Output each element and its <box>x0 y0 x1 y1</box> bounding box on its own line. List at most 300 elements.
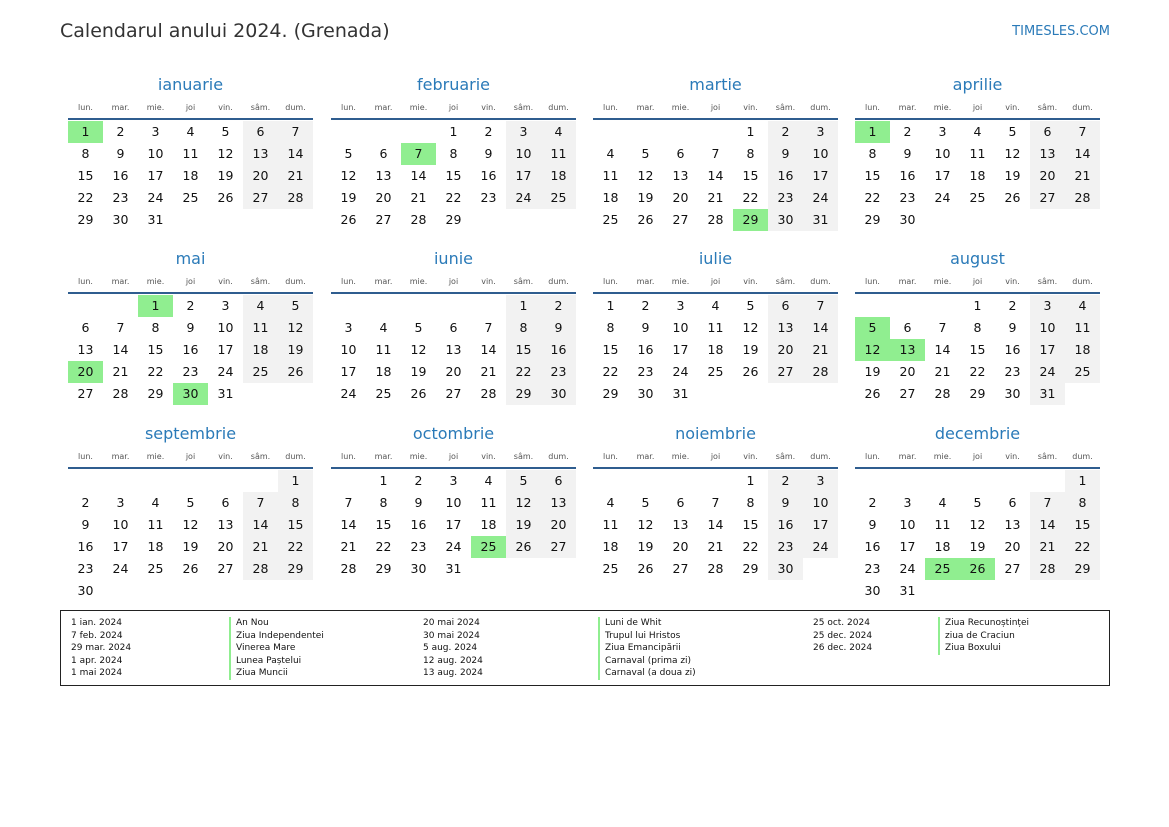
day-cell[interactable]: 20 <box>672 539 689 554</box>
day-cell[interactable]: 17 <box>112 539 129 554</box>
day-cell[interactable]: 16 <box>1004 342 1021 357</box>
day-cell[interactable]: 16 <box>541 339 576 361</box>
day-cell[interactable]: 31 <box>445 561 462 576</box>
day-cell[interactable]: 6 <box>449 320 458 335</box>
day-cell[interactable]: 19 <box>217 168 234 183</box>
day-cell[interactable]: 12 <box>217 146 234 161</box>
day-cell[interactable]: 13 <box>672 517 689 532</box>
day-cell[interactable]: 26 <box>960 558 995 580</box>
day-cell[interactable]: 1 <box>449 124 458 139</box>
day-cell[interactable]: 21 <box>1065 165 1100 187</box>
day-cell[interactable]: 8 <box>81 146 90 161</box>
day-cell[interactable]: 31 <box>899 583 916 598</box>
day-cell[interactable]: 7 <box>484 320 493 335</box>
day-cell[interactable]: 27 <box>899 386 916 401</box>
day-cell[interactable]: 30 <box>637 386 654 401</box>
day-cell[interactable]: 27 <box>375 212 392 227</box>
day-cell[interactable]: 1 <box>506 295 541 317</box>
day-cell[interactable]: 23 <box>77 561 94 576</box>
day-cell[interactable]: 24 <box>934 190 951 205</box>
day-cell[interactable]: 21 <box>934 364 951 379</box>
day-cell[interactable]: 28 <box>112 386 129 401</box>
day-cell[interactable]: 10 <box>803 492 838 514</box>
day-cell[interactable]: 7 <box>1065 121 1100 143</box>
day-cell[interactable]: 28 <box>243 558 278 580</box>
day-cell[interactable]: 14 <box>340 517 357 532</box>
day-cell[interactable]: 1 <box>138 295 173 317</box>
day-cell[interactable]: 4 <box>973 124 982 139</box>
day-cell[interactable]: 23 <box>541 361 576 383</box>
day-cell[interactable]: 22 <box>506 361 541 383</box>
day-cell[interactable]: 7 <box>243 492 278 514</box>
day-cell[interactable]: 26 <box>637 212 654 227</box>
day-cell[interactable]: 16 <box>899 168 916 183</box>
day-cell[interactable]: 5 <box>344 146 353 161</box>
day-cell[interactable]: 12 <box>506 492 541 514</box>
day-cell[interactable]: 8 <box>606 320 615 335</box>
day-cell[interactable]: 17 <box>934 168 951 183</box>
day-cell[interactable]: 4 <box>151 495 160 510</box>
day-cell[interactable]: 4 <box>606 146 615 161</box>
day-cell[interactable]: 29 <box>969 386 986 401</box>
day-cell[interactable]: 13 <box>890 339 925 361</box>
day-cell[interactable]: 22 <box>278 536 313 558</box>
day-cell[interactable]: 11 <box>541 143 576 165</box>
day-cell[interactable]: 1 <box>278 470 313 492</box>
day-cell[interactable]: 16 <box>77 539 94 554</box>
day-cell[interactable]: 14 <box>243 514 278 536</box>
day-cell[interactable]: 18 <box>541 165 576 187</box>
day-cell[interactable]: 31 <box>672 386 689 401</box>
day-cell[interactable]: 26 <box>182 561 199 576</box>
day-cell[interactable]: 23 <box>480 190 497 205</box>
day-cell[interactable]: 16 <box>480 168 497 183</box>
day-cell[interactable]: 12 <box>278 317 313 339</box>
day-cell[interactable]: 19 <box>506 514 541 536</box>
day-cell[interactable]: 8 <box>151 320 160 335</box>
day-cell[interactable]: 2 <box>186 298 195 313</box>
day-cell[interactable]: 25 <box>969 190 986 205</box>
day-cell[interactable]: 8 <box>506 317 541 339</box>
day-cell[interactable]: 2 <box>768 470 803 492</box>
day-cell[interactable]: 2 <box>116 124 125 139</box>
day-cell[interactable]: 27 <box>672 212 689 227</box>
day-cell[interactable]: 7 <box>278 121 313 143</box>
day-cell[interactable]: 23 <box>768 536 803 558</box>
day-cell[interactable]: 11 <box>480 495 497 510</box>
day-cell[interactable]: 19 <box>864 364 881 379</box>
day-cell[interactable]: 13 <box>375 168 392 183</box>
day-cell[interactable]: 21 <box>1030 536 1065 558</box>
day-cell[interactable]: 1 <box>746 124 755 139</box>
day-cell[interactable]: 5 <box>186 495 195 510</box>
day-cell[interactable]: 29 <box>147 386 164 401</box>
day-cell[interactable]: 1 <box>855 121 890 143</box>
day-cell[interactable]: 6 <box>1008 495 1017 510</box>
day-cell[interactable]: 21 <box>278 165 313 187</box>
day-cell[interactable]: 2 <box>641 298 650 313</box>
day-cell[interactable]: 19 <box>410 364 427 379</box>
day-cell[interactable]: 5 <box>973 495 982 510</box>
day-cell[interactable]: 31 <box>803 209 838 231</box>
day-cell[interactable]: 19 <box>969 539 986 554</box>
day-cell[interactable]: 19 <box>182 539 199 554</box>
day-cell[interactable]: 5 <box>278 295 313 317</box>
day-cell[interactable]: 7 <box>711 495 720 510</box>
day-cell[interactable]: 13 <box>541 492 576 514</box>
day-cell[interactable]: 25 <box>707 364 724 379</box>
day-cell[interactable]: 16 <box>637 342 654 357</box>
day-cell[interactable]: 4 <box>186 124 195 139</box>
day-cell[interactable]: 31 <box>217 386 234 401</box>
day-cell[interactable]: 10 <box>506 143 541 165</box>
day-cell[interactable]: 17 <box>506 165 541 187</box>
day-cell[interactable]: 18 <box>969 168 986 183</box>
day-cell[interactable]: 15 <box>1065 514 1100 536</box>
day-cell[interactable]: 30 <box>112 212 129 227</box>
day-cell[interactable]: 10 <box>672 320 689 335</box>
day-cell[interactable]: 9 <box>903 146 912 161</box>
day-cell[interactable]: 21 <box>340 539 357 554</box>
day-cell[interactable]: 26 <box>340 212 357 227</box>
day-cell[interactable]: 18 <box>707 342 724 357</box>
day-cell[interactable]: 17 <box>147 168 164 183</box>
day-cell[interactable]: 28 <box>803 361 838 383</box>
day-cell[interactable]: 29 <box>1065 558 1100 580</box>
day-cell[interactable]: 9 <box>1008 320 1017 335</box>
day-cell[interactable]: 8 <box>868 146 877 161</box>
day-cell[interactable]: 25 <box>1065 361 1100 383</box>
day-cell[interactable]: 29 <box>864 212 881 227</box>
day-cell[interactable]: 18 <box>375 364 392 379</box>
day-cell[interactable]: 24 <box>1030 361 1065 383</box>
day-cell[interactable]: 15 <box>506 339 541 361</box>
day-cell[interactable]: 28 <box>707 212 724 227</box>
day-cell[interactable]: 18 <box>934 539 951 554</box>
day-cell[interactable]: 5 <box>746 298 755 313</box>
day-cell[interactable]: 28 <box>480 386 497 401</box>
day-cell[interactable]: 6 <box>903 320 912 335</box>
day-cell[interactable]: 18 <box>1065 339 1100 361</box>
day-cell[interactable]: 7 <box>344 495 353 510</box>
day-cell[interactable]: 29 <box>506 383 541 405</box>
day-cell[interactable]: 26 <box>1004 190 1021 205</box>
day-cell[interactable]: 17 <box>672 342 689 357</box>
day-cell[interactable]: 28 <box>1030 558 1065 580</box>
day-cell[interactable]: 20 <box>217 539 234 554</box>
day-cell[interactable]: 6 <box>81 320 90 335</box>
day-cell[interactable]: 6 <box>221 495 230 510</box>
day-cell[interactable]: 15 <box>742 168 759 183</box>
day-cell[interactable]: 3 <box>116 495 125 510</box>
day-cell[interactable]: 26 <box>410 386 427 401</box>
day-cell[interactable]: 10 <box>934 146 951 161</box>
day-cell[interactable]: 15 <box>742 517 759 532</box>
day-cell[interactable]: 10 <box>340 342 357 357</box>
day-cell[interactable]: 7 <box>803 295 838 317</box>
day-cell[interactable]: 25 <box>471 536 506 558</box>
day-cell[interactable]: 11 <box>602 168 619 183</box>
day-cell[interactable]: 28 <box>410 212 427 227</box>
day-cell[interactable]: 25 <box>147 561 164 576</box>
day-cell[interactable]: 15 <box>445 168 462 183</box>
day-cell[interactable]: 2 <box>541 295 576 317</box>
day-cell[interactable]: 2 <box>81 495 90 510</box>
day-cell[interactable]: 23 <box>864 561 881 576</box>
day-cell[interactable]: 29 <box>742 561 759 576</box>
day-cell[interactable]: 6 <box>243 121 278 143</box>
day-cell[interactable]: 28 <box>278 187 313 209</box>
day-cell[interactable]: 20 <box>1030 165 1065 187</box>
day-cell[interactable]: 24 <box>217 364 234 379</box>
day-cell[interactable]: 28 <box>1065 187 1100 209</box>
day-cell[interactable]: 17 <box>340 364 357 379</box>
day-cell[interactable]: 29 <box>375 561 392 576</box>
day-cell[interactable]: 25 <box>925 558 960 580</box>
day-cell[interactable]: 24 <box>803 536 838 558</box>
day-cell[interactable]: 25 <box>375 386 392 401</box>
day-cell[interactable]: 1 <box>379 473 388 488</box>
day-cell[interactable]: 20 <box>445 364 462 379</box>
day-cell[interactable]: 4 <box>1065 295 1100 317</box>
day-cell[interactable]: 30 <box>1004 386 1021 401</box>
day-cell[interactable]: 15 <box>602 342 619 357</box>
day-cell[interactable]: 4 <box>379 320 388 335</box>
day-cell[interactable]: 26 <box>637 561 654 576</box>
day-cell[interactable]: 17 <box>803 514 838 536</box>
day-cell[interactable]: 29 <box>602 386 619 401</box>
day-cell[interactable]: 1 <box>1065 470 1100 492</box>
day-cell[interactable]: 17 <box>803 165 838 187</box>
day-cell[interactable]: 20 <box>68 361 103 383</box>
day-cell[interactable]: 21 <box>707 190 724 205</box>
day-cell[interactable]: 28 <box>340 561 357 576</box>
day-cell[interactable]: 5 <box>641 495 650 510</box>
day-cell[interactable]: 12 <box>410 342 427 357</box>
day-cell[interactable]: 25 <box>602 212 619 227</box>
day-cell[interactable]: 22 <box>602 364 619 379</box>
day-cell[interactable]: 10 <box>899 517 916 532</box>
day-cell[interactable]: 3 <box>449 473 458 488</box>
day-cell[interactable]: 4 <box>541 121 576 143</box>
day-cell[interactable]: 24 <box>506 187 541 209</box>
day-cell[interactable]: 17 <box>217 342 234 357</box>
day-cell[interactable]: 20 <box>375 190 392 205</box>
day-cell[interactable]: 13 <box>1030 143 1065 165</box>
day-cell[interactable]: 7 <box>401 143 436 165</box>
day-cell[interactable]: 9 <box>186 320 195 335</box>
day-cell[interactable]: 7 <box>116 320 125 335</box>
day-cell[interactable]: 2 <box>903 124 912 139</box>
day-cell[interactable]: 24 <box>803 187 838 209</box>
day-cell[interactable]: 19 <box>637 190 654 205</box>
day-cell[interactable]: 3 <box>803 470 838 492</box>
day-cell[interactable]: 14 <box>934 342 951 357</box>
day-cell[interactable]: 20 <box>1004 539 1021 554</box>
day-cell[interactable]: 6 <box>676 495 685 510</box>
day-cell[interactable]: 12 <box>637 517 654 532</box>
day-cell[interactable]: 26 <box>278 361 313 383</box>
day-cell[interactable]: 12 <box>182 517 199 532</box>
day-cell[interactable]: 16 <box>112 168 129 183</box>
day-cell[interactable]: 12 <box>742 320 759 335</box>
day-cell[interactable]: 5 <box>855 317 890 339</box>
day-cell[interactable]: 1 <box>606 298 615 313</box>
day-cell[interactable]: 28 <box>934 386 951 401</box>
day-cell[interactable]: 29 <box>278 558 313 580</box>
day-cell[interactable]: 26 <box>217 190 234 205</box>
day-cell[interactable]: 6 <box>1030 121 1065 143</box>
day-cell[interactable]: 31 <box>1030 383 1065 405</box>
day-cell[interactable]: 19 <box>278 339 313 361</box>
day-cell[interactable]: 27 <box>1030 187 1065 209</box>
day-cell[interactable]: 19 <box>340 190 357 205</box>
day-cell[interactable]: 26 <box>506 536 541 558</box>
day-cell[interactable]: 19 <box>1004 168 1021 183</box>
day-cell[interactable]: 30 <box>864 583 881 598</box>
day-cell[interactable]: 5 <box>1008 124 1017 139</box>
day-cell[interactable]: 30 <box>173 383 208 405</box>
day-cell[interactable]: 8 <box>746 146 755 161</box>
day-cell[interactable]: 21 <box>243 536 278 558</box>
day-cell[interactable]: 1 <box>746 473 755 488</box>
day-cell[interactable]: 31 <box>147 212 164 227</box>
day-cell[interactable]: 25 <box>243 361 278 383</box>
day-cell[interactable]: 9 <box>116 146 125 161</box>
day-cell[interactable]: 12 <box>1004 146 1021 161</box>
day-cell[interactable]: 21 <box>112 364 129 379</box>
day-cell[interactable]: 20 <box>672 190 689 205</box>
day-cell[interactable]: 29 <box>445 212 462 227</box>
day-cell[interactable]: 3 <box>344 320 353 335</box>
brand-link[interactable]: TIMESLES.COM <box>1012 24 1110 39</box>
day-cell[interactable]: 14 <box>803 317 838 339</box>
day-cell[interactable]: 27 <box>243 187 278 209</box>
day-cell[interactable]: 14 <box>1065 143 1100 165</box>
day-cell[interactable]: 17 <box>445 517 462 532</box>
day-cell[interactable]: 22 <box>864 190 881 205</box>
day-cell[interactable]: 20 <box>899 364 916 379</box>
day-cell[interactable]: 18 <box>602 190 619 205</box>
day-cell[interactable]: 12 <box>637 168 654 183</box>
day-cell[interactable]: 23 <box>1004 364 1021 379</box>
day-cell[interactable]: 25 <box>602 561 619 576</box>
day-cell[interactable]: 27 <box>672 561 689 576</box>
day-cell[interactable]: 10 <box>445 495 462 510</box>
day-cell[interactable]: 9 <box>414 495 423 510</box>
day-cell[interactable]: 20 <box>541 514 576 536</box>
day-cell[interactable]: 15 <box>864 168 881 183</box>
day-cell[interactable]: 8 <box>746 495 755 510</box>
day-cell[interactable]: 13 <box>1004 517 1021 532</box>
day-cell[interactable]: 22 <box>147 364 164 379</box>
day-cell[interactable]: 24 <box>147 190 164 205</box>
day-cell[interactable]: 21 <box>480 364 497 379</box>
day-cell[interactable]: 2 <box>1008 298 1017 313</box>
day-cell[interactable]: 22 <box>969 364 986 379</box>
day-cell[interactable]: 21 <box>707 539 724 554</box>
day-cell[interactable]: 25 <box>182 190 199 205</box>
day-cell[interactable]: 2 <box>414 473 423 488</box>
day-cell[interactable]: 9 <box>484 146 493 161</box>
day-cell[interactable]: 1 <box>973 298 982 313</box>
day-cell[interactable]: 20 <box>768 339 803 361</box>
day-cell[interactable]: 11 <box>969 146 986 161</box>
day-cell[interactable]: 25 <box>541 187 576 209</box>
day-cell[interactable]: 19 <box>637 539 654 554</box>
day-cell[interactable]: 9 <box>541 317 576 339</box>
day-cell[interactable]: 9 <box>768 492 803 514</box>
day-cell[interactable]: 22 <box>77 190 94 205</box>
day-cell[interactable]: 4 <box>484 473 493 488</box>
day-cell[interactable]: 30 <box>899 212 916 227</box>
day-cell[interactable]: 29 <box>733 209 768 231</box>
day-cell[interactable]: 19 <box>742 342 759 357</box>
day-cell[interactable]: 27 <box>768 361 803 383</box>
day-cell[interactable]: 7 <box>1030 492 1065 514</box>
day-cell[interactable]: 30 <box>77 583 94 598</box>
day-cell[interactable]: 23 <box>410 539 427 554</box>
day-cell[interactable]: 10 <box>147 146 164 161</box>
day-cell[interactable]: 15 <box>375 517 392 532</box>
day-cell[interactable]: 22 <box>1065 536 1100 558</box>
day-cell[interactable]: 13 <box>672 168 689 183</box>
day-cell[interactable]: 8 <box>449 146 458 161</box>
day-cell[interactable]: 30 <box>768 209 803 231</box>
day-cell[interactable]: 27 <box>217 561 234 576</box>
day-cell[interactable]: 3 <box>938 124 947 139</box>
day-cell[interactable]: 3 <box>803 121 838 143</box>
day-cell[interactable]: 27 <box>541 536 576 558</box>
day-cell[interactable]: 23 <box>182 364 199 379</box>
day-cell[interactable]: 24 <box>340 386 357 401</box>
day-cell[interactable]: 17 <box>1030 339 1065 361</box>
day-cell[interactable]: 1 <box>68 121 103 143</box>
day-cell[interactable]: 5 <box>221 124 230 139</box>
day-cell[interactable]: 23 <box>899 190 916 205</box>
day-cell[interactable]: 2 <box>868 495 877 510</box>
day-cell[interactable]: 27 <box>445 386 462 401</box>
day-cell[interactable]: 18 <box>182 168 199 183</box>
day-cell[interactable]: 14 <box>278 143 313 165</box>
day-cell[interactable]: 3 <box>506 121 541 143</box>
day-cell[interactable]: 22 <box>375 539 392 554</box>
day-cell[interactable]: 4 <box>606 495 615 510</box>
day-cell[interactable]: 3 <box>151 124 160 139</box>
day-cell[interactable]: 8 <box>379 495 388 510</box>
day-cell[interactable]: 6 <box>541 470 576 492</box>
day-cell[interactable]: 20 <box>243 165 278 187</box>
day-cell[interactable]: 7 <box>938 320 947 335</box>
day-cell[interactable]: 28 <box>707 561 724 576</box>
day-cell[interactable]: 5 <box>414 320 423 335</box>
day-cell[interactable]: 18 <box>480 517 497 532</box>
day-cell[interactable]: 24 <box>112 561 129 576</box>
day-cell[interactable]: 27 <box>1004 561 1021 576</box>
day-cell[interactable]: 23 <box>112 190 129 205</box>
day-cell[interactable]: 16 <box>410 517 427 532</box>
day-cell[interactable]: 5 <box>641 146 650 161</box>
day-cell[interactable]: 22 <box>742 539 759 554</box>
day-cell[interactable]: 14 <box>1030 514 1065 536</box>
day-cell[interactable]: 6 <box>768 295 803 317</box>
day-cell[interactable]: 11 <box>602 517 619 532</box>
day-cell[interactable]: 24 <box>445 539 462 554</box>
day-cell[interactable]: 12 <box>855 339 890 361</box>
day-cell[interactable]: 11 <box>934 517 951 532</box>
day-cell[interactable]: 6 <box>676 146 685 161</box>
day-cell[interactable]: 2 <box>484 124 493 139</box>
